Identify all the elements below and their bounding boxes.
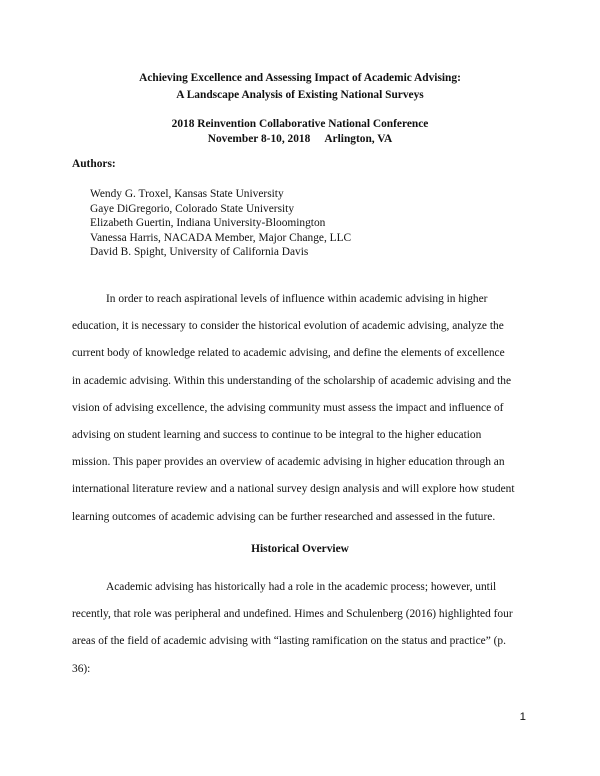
abstract-line: education, it is necessary to consider the historical evolution of academic advising, analyze the [72, 320, 504, 333]
conference-date-location [72, 132, 528, 147]
history-line: areas of the field of academic advising with “lasting ramification on the status and practice” (p. [72, 635, 506, 648]
abstract-line: mission. This paper provides an overview of academic advising in higher education through an [72, 456, 505, 469]
history-line: recently, that role was peripheral and undefined. Himes and Schulenberg (2016) highlighted four [72, 608, 513, 621]
author-item: Elizabeth Guertin, Indiana University-Bloomington [90, 217, 326, 230]
abstract-line: international literature review and a national survey design analysis and will explore how student [72, 483, 515, 496]
abstract-line: In order to reach aspirational levels of influence within academic advising in higher [106, 293, 488, 305]
abstract-line: in academic advising. Within this understanding of the scholarship of academic advising and the [72, 374, 512, 387]
conference-name: 2018 Reinvention Collaborative National Conference [171, 118, 429, 130]
abstract-paragraph [72, 286, 528, 531]
authors-heading: Authors: [72, 158, 116, 170]
page-number: 1 [519, 711, 526, 723]
paper-title-line-1: Achieving Excellence and Assessing Impact of Academic Advising: [139, 72, 461, 84]
author-item: Gaye DiGregorio, Colorado State University [90, 202, 295, 215]
author-item: Vanessa Harris, NACADA Member, Major Change, LLC [90, 231, 352, 244]
abstract-line: vision of advising excellence, the advising community must assess the impact and influence of [72, 401, 504, 414]
conference-info [72, 117, 528, 147]
abstract-line: advising on student learning and success to continue to be integral to the higher education [72, 429, 482, 442]
historical-overview-paragraph [72, 574, 528, 683]
paper-title-line-2: A Landscape Analysis of Existing National Surveys [176, 89, 424, 101]
section-heading-historical-overview: Historical Overview [251, 543, 349, 555]
conference-dates: November 8-10, 2018 [207, 133, 311, 145]
author-item: Wendy G. Troxel, Kansas State University [90, 188, 284, 200]
abstract-line: current body of knowledge related to academic advising, and define the elements of excellence [72, 347, 505, 360]
paper-title [72, 70, 528, 104]
author-item: David B. Spight, University of California Davis [90, 246, 309, 259]
abstract-line: learning outcomes of academic advising can be further researched and assessed in the future. [72, 510, 496, 523]
history-line: Academic advising has historically had a role in the academic process; however, until [106, 581, 497, 593]
authors-list [90, 187, 351, 260]
conference-location: Arlington, VA [324, 133, 393, 145]
history-line: 36): [72, 662, 91, 675]
